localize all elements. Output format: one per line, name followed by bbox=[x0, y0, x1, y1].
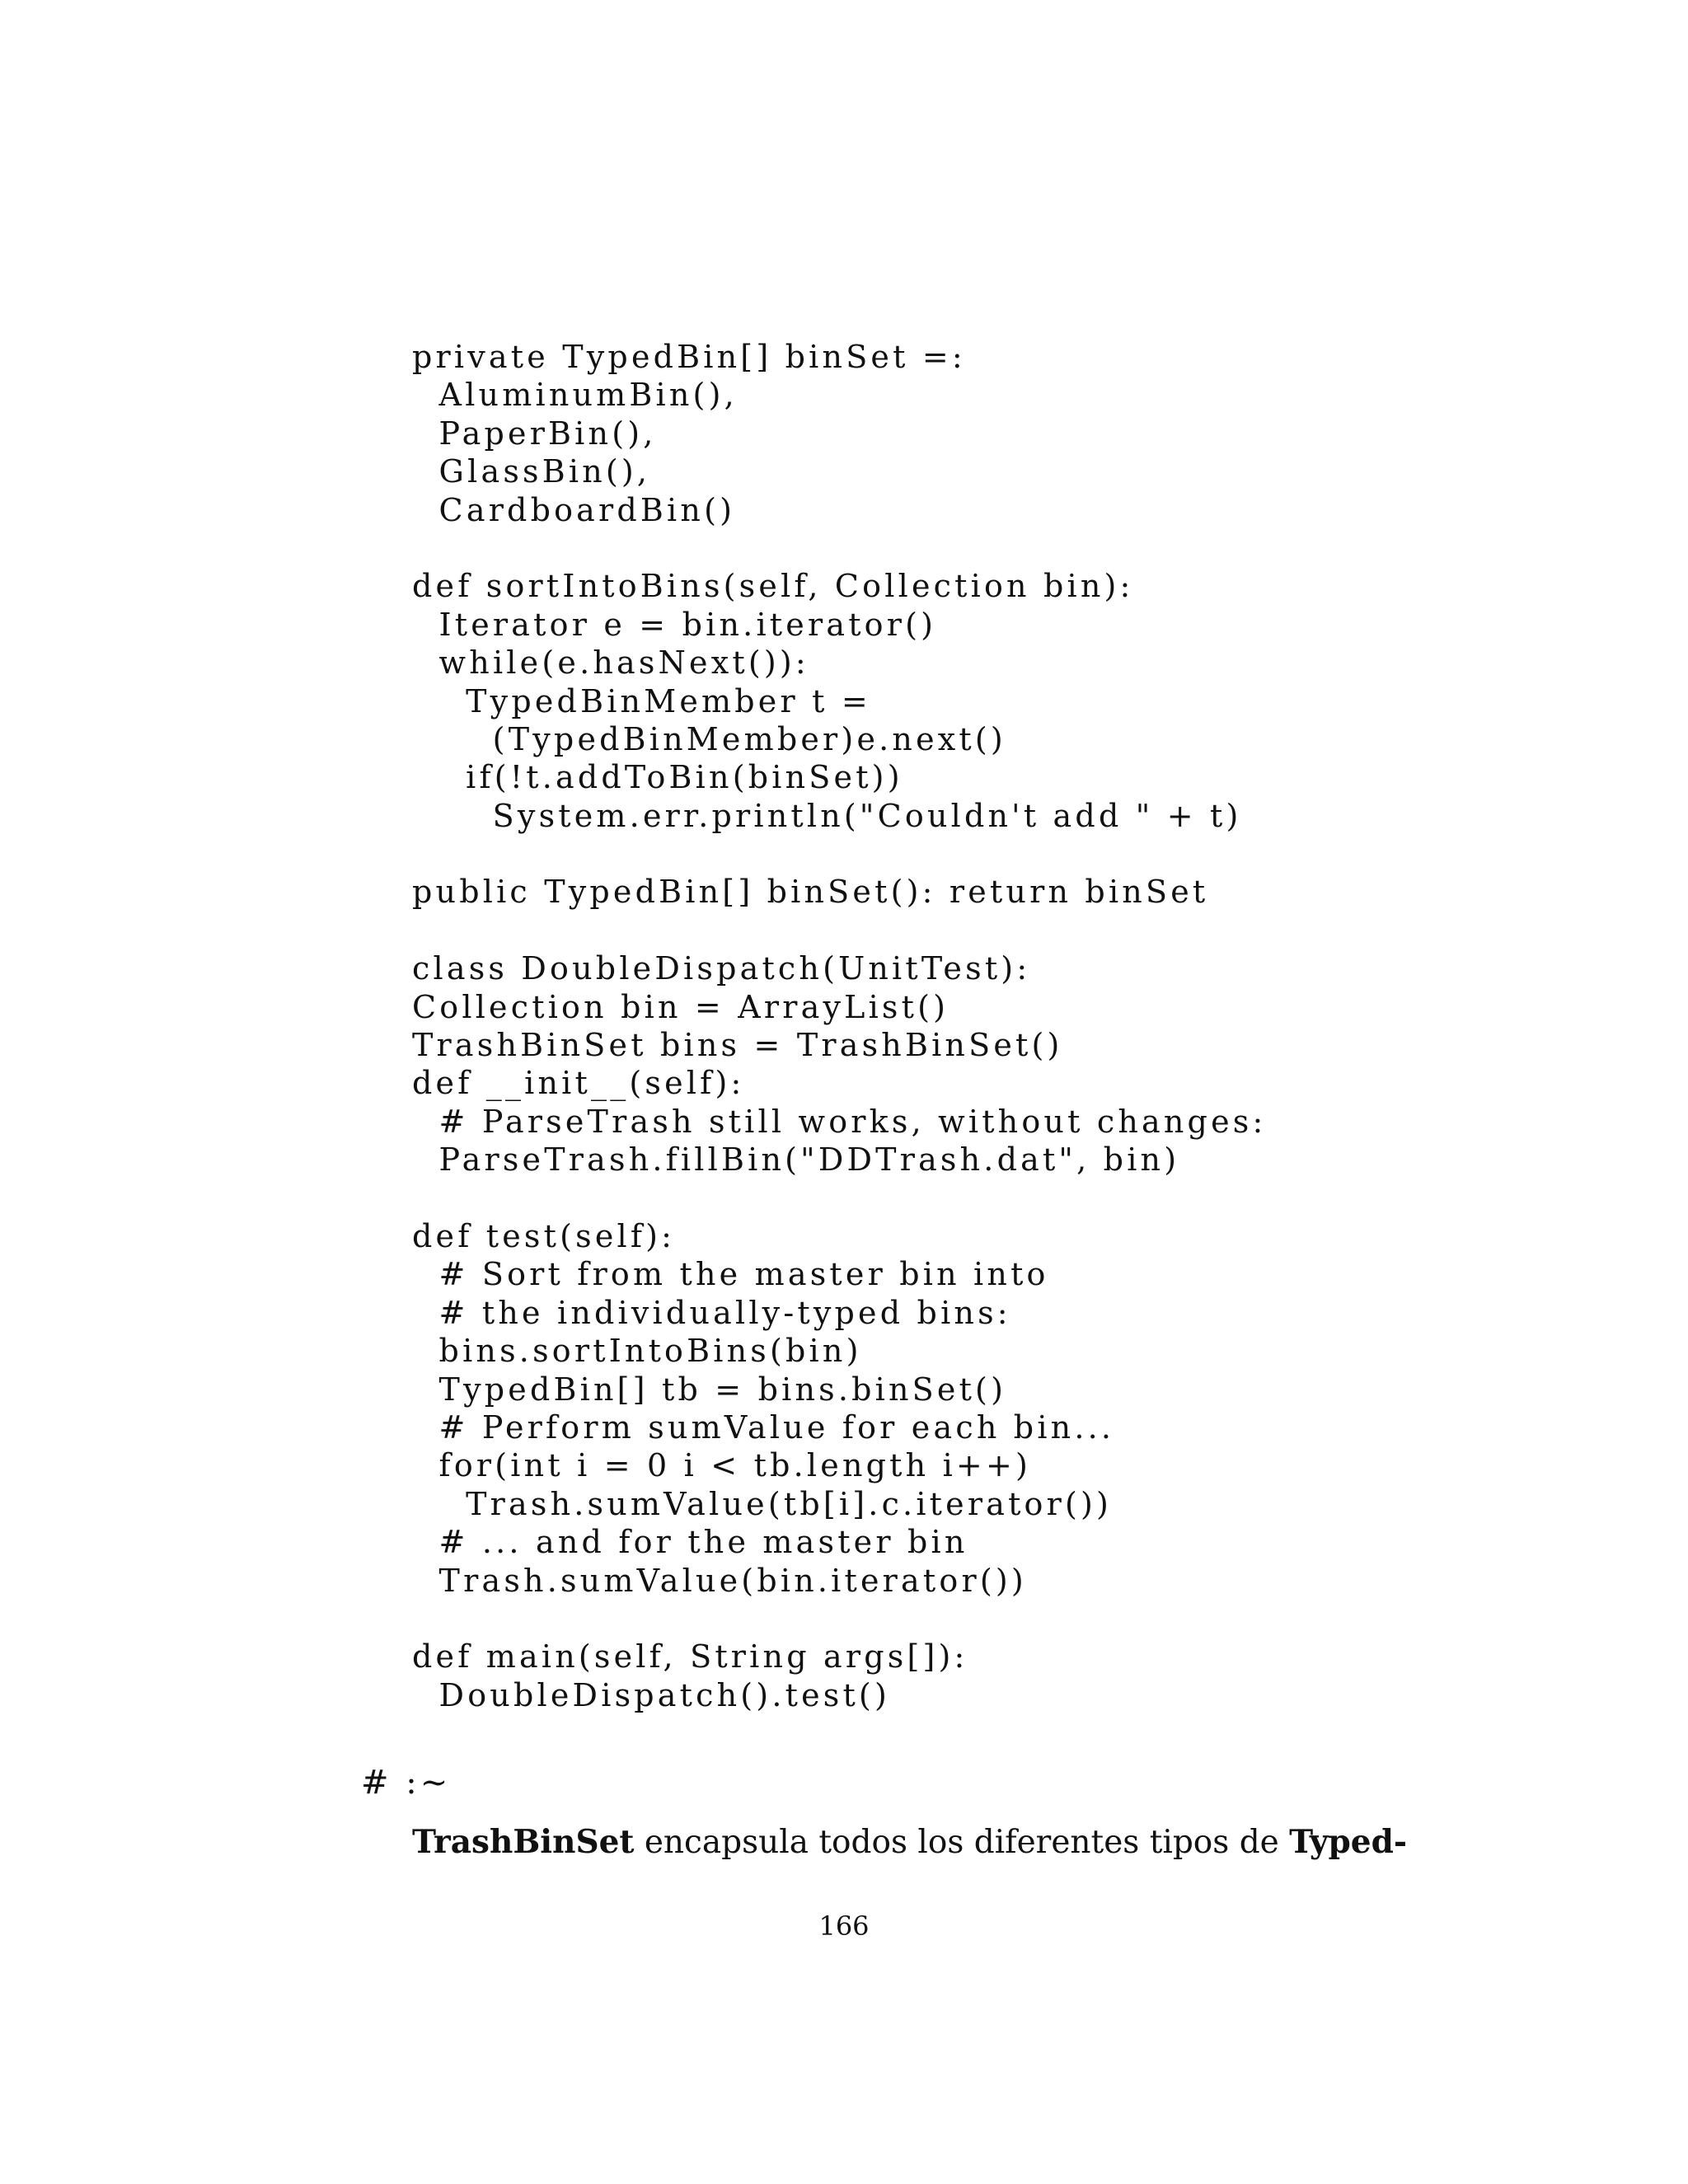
page-number: 166 bbox=[818, 1910, 870, 1942]
code-line: while(e.hasNext()): bbox=[412, 644, 809, 682]
code-line: (TypedBinMember)e.next() bbox=[412, 720, 1006, 757]
code-line: if(!t.addToBin(binSet)) bbox=[412, 759, 903, 796]
body-paragraph bbox=[412, 1821, 1451, 1863]
code-line: Trash.sumValue(bin.iterator()) bbox=[412, 1562, 1027, 1599]
code-line: TrashBinSet bins = TrashBinSet() bbox=[412, 1027, 1063, 1064]
code-blank-line bbox=[412, 835, 1442, 873]
code-line: # Sort from the master bin into bbox=[412, 1256, 1049, 1293]
code-line: DoubleDispatch().test() bbox=[412, 1676, 890, 1713]
code-line: GlassBin(), bbox=[412, 453, 651, 490]
code-line: Trash.sumValue(tb[i].c.iterator()) bbox=[412, 1485, 1113, 1522]
code-line: TypedBinMember t = bbox=[412, 682, 871, 719]
code-line: TypedBin[] tb = bins.binSet() bbox=[412, 1371, 1007, 1408]
code-line: PaperBin(), bbox=[412, 415, 657, 452]
code-end-marker: # :~ bbox=[361, 1764, 452, 1802]
code-line: CardboardBin() bbox=[412, 491, 736, 528]
code-line: bins.sortIntoBins(bin) bbox=[412, 1333, 862, 1370]
code-line: ParseTrash.fillBin("DDTrash.dat", bin) bbox=[412, 1141, 1180, 1179]
code-line: # ... and for the master bin bbox=[412, 1524, 968, 1561]
code-line: def sortIntoBins(self, Collection bin): bbox=[412, 568, 1134, 605]
code-blank-line bbox=[412, 529, 1442, 567]
code-blank-line bbox=[412, 1179, 1442, 1217]
code-line: def main(self, String args[]): bbox=[412, 1638, 968, 1675]
code-blank-line bbox=[412, 912, 1442, 949]
code-line: # ParseTrash still works, without changes: bbox=[412, 1103, 1267, 1140]
code-line: Collection bin = ArrayList() bbox=[412, 988, 950, 1025]
code-line: private TypedBin[] binSet =: bbox=[412, 339, 966, 375]
code-line: System.err.println("Couldn't add " + t) bbox=[412, 797, 1242, 834]
code-line: def __init__(self): bbox=[412, 1065, 745, 1102]
code-line: for(int i = 0 i < tb.length i++) bbox=[412, 1447, 1032, 1484]
code-line: public TypedBin[] binSet(): return binSet bbox=[412, 874, 1209, 911]
code-line: Iterator e = bin.iterator() bbox=[412, 606, 937, 643]
code-line: # the individually-typed bins: bbox=[412, 1294, 1011, 1331]
paragraph-text: encapsula todos los diferentes tipos de bbox=[634, 1824, 1290, 1861]
code-line: def test(self): bbox=[412, 1217, 676, 1254]
code-listing bbox=[412, 338, 1442, 1714]
bold-term-trashbinset: TrashBinSet bbox=[412, 1823, 635, 1861]
code-line: AluminumBin(), bbox=[412, 377, 738, 414]
bold-term-typed: Typed- bbox=[1289, 1823, 1408, 1861]
code-line: class DoubleDispatch(UnitTest): bbox=[412, 950, 1031, 987]
code-blank-line bbox=[412, 1600, 1442, 1638]
code-line: # Perform sumValue for each bin... bbox=[412, 1408, 1115, 1446]
